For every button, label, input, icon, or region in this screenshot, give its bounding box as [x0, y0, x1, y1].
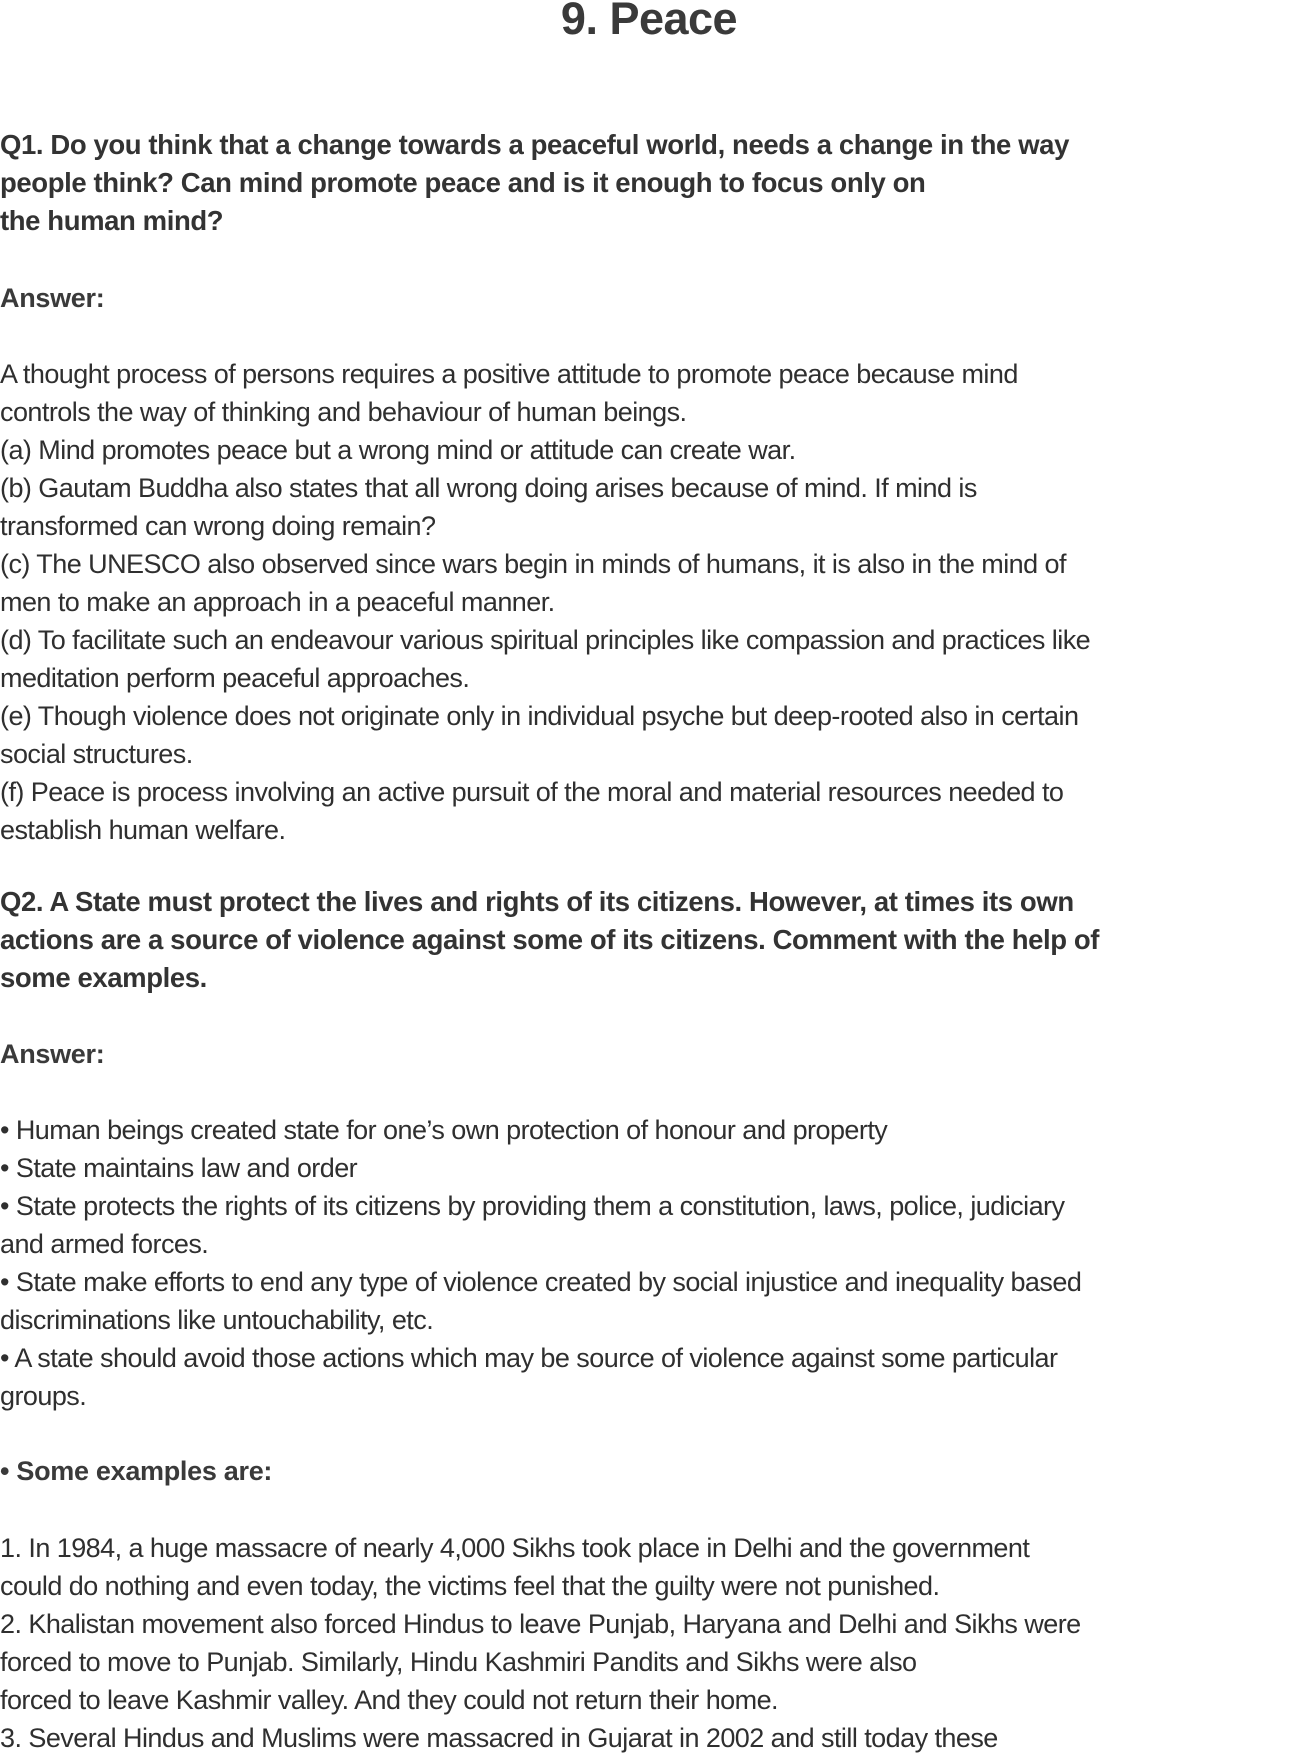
text-line: forced to move to Punjab. Similarly, Hindu Kashmiri Pandits and Sikhs were also — [0, 1647, 917, 1677]
answer-label-2 — [0, 1035, 1298, 1073]
text-line: (e) Though violence does not originate only in individual psyche but deep-rooted also in certain — [0, 701, 1079, 731]
text-line: Q2. A State must protect the lives and rights of its citizens. However, at times its own — [0, 886, 1074, 917]
text-line: 3. Several Hindus and Muslims were massacred in Gujarat in 2002 and still today these — [0, 1723, 998, 1753]
text-line: the human mind? — [0, 205, 224, 236]
answer-label: Answer: — [0, 283, 105, 313]
text-line: • A state should avoid those actions which may be source of violence against some particular — [0, 1343, 1058, 1373]
text-line: (b) Gautam Buddha also states that all wrong doing arises because of mind. If mind is — [0, 473, 977, 503]
text-line: establish human welfare. — [0, 815, 286, 845]
text-line: (a) Mind promotes peace but a wrong mind or attitude can create war. — [0, 435, 796, 465]
text-line: (c) The UNESCO also observed since wars begin in minds of humans, it is also in the mind of — [0, 549, 1066, 579]
examples-heading: • Some examples are: — [0, 1456, 273, 1486]
question-1 — [0, 126, 1298, 240]
examples-list — [0, 1529, 1298, 1757]
text-line: 1. In 1984, a huge massacre of nearly 4,000 Sikhs took place in Delhi and the government — [0, 1533, 1030, 1563]
text-line: • State make efforts to end any type of violence created by social injustice and inequality based — [0, 1267, 1082, 1297]
text-line: • State maintains law and order — [0, 1153, 358, 1183]
text-line: (d) To facilitate such an endeavour various spiritual principles like compassion and practices like — [0, 625, 1091, 655]
text-line: meditation perform peaceful approaches. — [0, 663, 470, 693]
text-line: some examples. — [0, 962, 207, 993]
text-line: transformed can wrong doing remain? — [0, 511, 436, 541]
text-line: discriminations like untouchability, etc. — [0, 1305, 434, 1335]
answer-1-text — [0, 355, 1298, 849]
answer-label: Answer: — [0, 1039, 105, 1069]
text-line: forced to leave Kashmir valley. And they could not return their home. — [0, 1685, 778, 1715]
answer-label-1 — [0, 279, 1298, 317]
text-line: Q1. Do you think that a change towards a peaceful world, needs a change in the way — [0, 129, 1069, 160]
text-line: men to make an approach in a peaceful manner. — [0, 587, 555, 617]
text-line: could do nothing and even today, the victims feel that the guilty were not punished. — [0, 1571, 940, 1601]
page-title: 9. Peace — [560, 0, 738, 44]
text-line: social structures. — [0, 739, 193, 769]
text-line: A thought process of persons requires a positive attitude to promote peace because mind — [0, 359, 1018, 389]
text-line: and armed forces. — [0, 1229, 209, 1259]
answer-2-bullets — [0, 1111, 1298, 1415]
text-line: groups. — [0, 1381, 87, 1411]
text-line: actions are a source of violence against some of its citizens. Comment with the help of — [0, 924, 1100, 955]
text-line: people think? Can mind promote peace and is it enough to focus only on — [0, 167, 926, 198]
question-2 — [0, 883, 1298, 997]
examples-heading-block — [0, 1452, 1298, 1490]
text-line: controls the way of thinking and behaviour of human beings. — [0, 397, 687, 427]
text-line: 2. Khalistan movement also forced Hindus to leave Punjab, Haryana and Delhi and Sikhs were — [0, 1609, 1081, 1639]
text-line: (f) Peace is process involving an active pursuit of the moral and material resources needed to — [0, 777, 1064, 807]
text-line: • Human beings created state for one’s own protection of honour and property — [0, 1115, 888, 1145]
text-line: • State protects the rights of its citizens by providing them a constitution, laws, police, judiciary — [0, 1191, 1065, 1221]
